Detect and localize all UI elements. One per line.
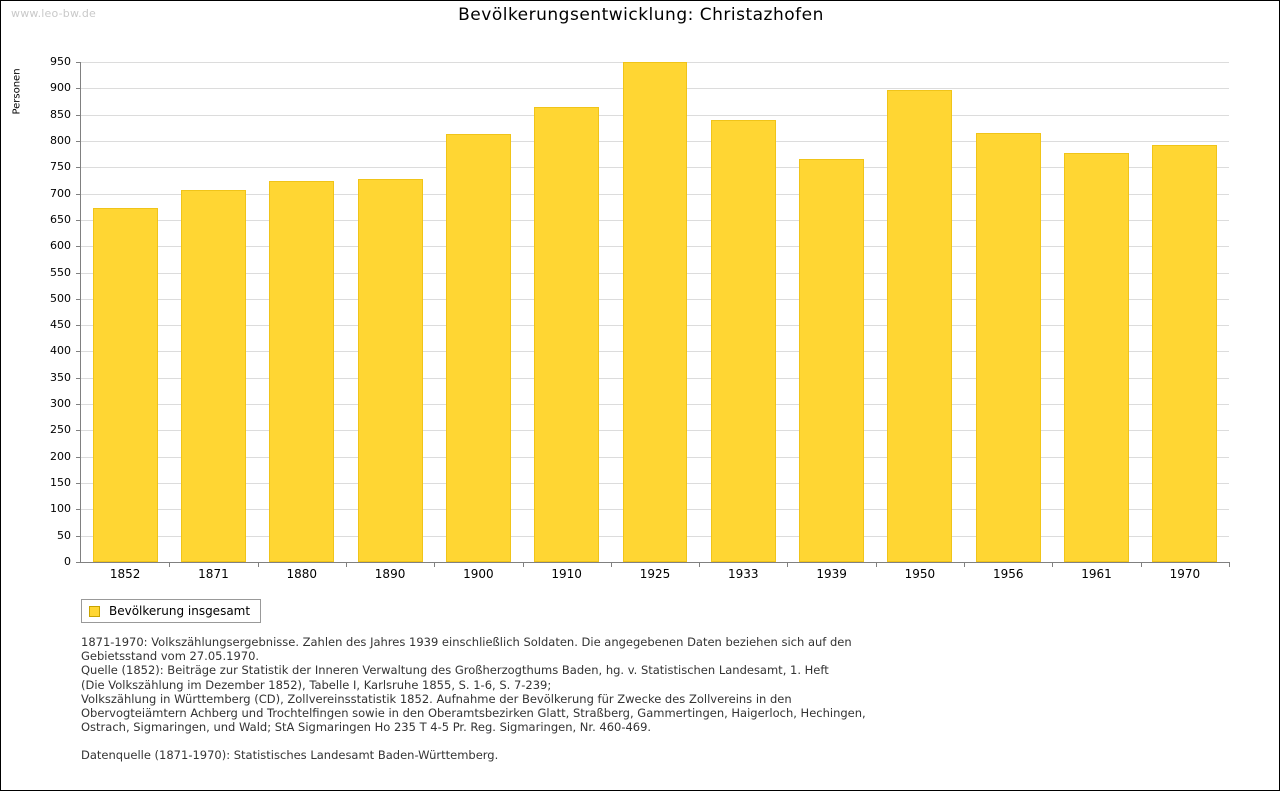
plot-area: [50, 55, 1229, 581]
y-tick-label: 250: [50, 423, 71, 437]
y-tick-label: 400: [50, 344, 71, 358]
bar[interactable]: [623, 62, 688, 562]
y-tick-label: 150: [50, 476, 71, 490]
y-tick-mark: [76, 115, 81, 116]
bar[interactable]: [93, 208, 158, 562]
bar[interactable]: [711, 120, 776, 562]
y-tick-mark: [76, 536, 81, 537]
footnote-line: Quelle (1852): Beiträge zur Statistik der Inneren Verwaltung des Großherzogthums Baden, hg. v. Statistischen Landesamt, 1. Heft: [81, 663, 829, 678]
y-tick-mark: [76, 62, 81, 63]
bar[interactable]: [976, 133, 1041, 562]
y-tick-mark: [76, 430, 81, 431]
y-tick-mark: [76, 404, 81, 405]
bar[interactable]: [534, 107, 599, 562]
x-tick-label: 1950: [904, 567, 936, 581]
footnote-line: Ostrach, Sigmaringen, und Wald; StA Sigmaringen Ho 235 T 4-5 Pr. Reg. Sigmaringen, Nr. 460-469.: [81, 720, 652, 735]
y-axis-line: [80, 62, 81, 563]
x-tick-label: 1956: [992, 567, 1024, 581]
x-tick-label: 1925: [639, 567, 671, 581]
bar[interactable]: [887, 90, 952, 562]
y-tick-mark: [76, 325, 81, 326]
footnote-line: 1871-1970: Volkszählungsergebnisse. Zahlen des Jahres 1939 einschließlich Soldaten. Die angegebenen Daten beziehen sich auf den: [81, 635, 852, 649]
y-tick-label: 200: [50, 449, 71, 463]
bar[interactable]: [446, 134, 511, 562]
y-tick-label: 50: [57, 528, 71, 542]
y-tick-label: 800: [50, 133, 71, 147]
y-tick-mark: [76, 351, 81, 352]
x-tick-label: 1933: [728, 567, 759, 581]
footnote-line: Gebietsstand vom 27.05.1970.: [81, 649, 260, 664]
y-tick-label: 450: [50, 318, 71, 332]
x-tick-label: 1871: [198, 567, 229, 581]
bar[interactable]: [1064, 153, 1129, 562]
y-tick-mark: [76, 220, 81, 221]
y-tick-mark: [76, 509, 81, 510]
y-tick-label: 700: [50, 186, 71, 200]
bar[interactable]: [269, 181, 334, 562]
y-tick-label: 850: [50, 107, 71, 121]
y-tick-mark: [76, 299, 81, 300]
y-tick-label: 100: [50, 502, 71, 516]
x-tick-label: 1900: [463, 567, 494, 581]
y-tick-mark: [76, 457, 81, 458]
x-tick-label: 1890: [374, 567, 406, 581]
footnote-line: Obervogteiämtern Achberg und Trochtelfingen sowie in den Oberamtsbezirken Glatt, Straßberg, Gammertingen, Haigerloch, Hechingen,: [81, 706, 866, 721]
page-title: Bevölkerungsentwicklung: Christazhofen: [458, 5, 824, 25]
y-tick-mark: [76, 378, 81, 379]
y-tick-label: 650: [50, 212, 71, 226]
y-tick-mark: [76, 562, 81, 563]
bar[interactable]: [799, 159, 864, 562]
x-tick-label: 1961: [1081, 567, 1112, 581]
y-tick-label: 750: [50, 160, 71, 174]
x-tick-mark: [1229, 562, 1230, 567]
y-tick-label: 300: [50, 397, 71, 411]
y-tick-label: 500: [50, 291, 71, 305]
footnote-line: Volkszählung in Württemberg (CD), Zollvereinsstatistik 1852. Aufnahme der Bevölkerung für Zwecke des Zollvereins in den: [81, 691, 792, 706]
y-tick-label: 950: [50, 55, 71, 68]
watermark-label: www.leo-bw.de: [11, 7, 97, 20]
footnotes: [81, 635, 1211, 763]
y-tick-label: 900: [50, 81, 71, 95]
bar[interactable]: [358, 179, 423, 562]
y-tick-mark: [76, 246, 81, 247]
y-tick-mark: [76, 88, 81, 89]
footnote-line: (Die Volkszählung im Dezember 1852), Tabelle I, Karlsruhe 1855, S. 1-6, S. 7-239;: [81, 677, 552, 692]
x-tick-label: 1852: [109, 567, 141, 581]
x-axis-line: [80, 562, 1230, 563]
y-tick-mark: [76, 483, 81, 484]
y-tick-mark: [76, 273, 81, 274]
y-tick-mark: [76, 141, 81, 142]
chart-legend: [81, 599, 261, 623]
bar[interactable]: [1152, 145, 1217, 562]
y-tick-mark: [76, 167, 81, 168]
x-tick-label: 1880: [286, 567, 318, 581]
data-source-note: Datenquelle (1871-1970): Statistisches Landesamt Baden-Württemberg.: [81, 748, 499, 763]
x-tick-label: 1939: [816, 567, 847, 581]
y-tick-mark: [76, 194, 81, 195]
bar[interactable]: [181, 190, 246, 562]
legend-swatch-icon: [89, 606, 100, 617]
legend-label: Bevölkerung insgesamt: [109, 604, 251, 618]
y-tick-label: 350: [50, 370, 71, 384]
x-tick-label: 1970: [1169, 567, 1201, 581]
y-tick-label: 0: [64, 555, 71, 568]
y-tick-label: 550: [50, 265, 71, 279]
y-tick-label: 600: [50, 239, 71, 253]
footnote-spacer: [81, 734, 1211, 748]
y-axis-label: Personen: [11, 68, 23, 115]
x-tick-label: 1910: [551, 567, 582, 581]
